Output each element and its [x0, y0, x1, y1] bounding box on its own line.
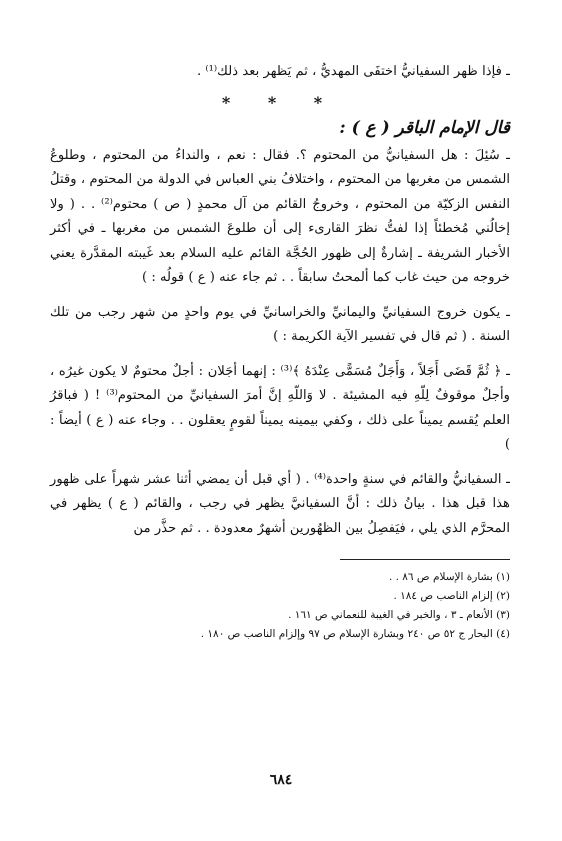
footnote-divider [340, 559, 510, 560]
footnote-4: (٤) البحار ج ٥٢ ص ٢٤٠ وبشارة الإسلام ص ٩٧ وإلزام الناصب ص ١٨٠ . [200, 628, 510, 640]
book-page [50, 60, 510, 820]
paragraph-3: ـ ﴿ ثُمَّ قَضَى أَجَلاً ، وَأَجَلٌ مُسَمًّى عِنْدَهُ ﴾⁽³⁾ : إنهما أجَلان : أجلٌ محتومٌ لا يكون غيرُه ، وأجلٌ موقوفٌ لِلّهِ فيه المشيئة . لا وَاللّهِ إنَّ أمرَ السفيانيِّ من المحتوم⁽³⁾ ! ( فباقرُ العلم يُقسم يميناً على ذلك ، وكفي بيمينه يميناً لقومٍ يعقلون . . وجاء عنه ( ع ) أيضاً : ) [50, 363, 510, 452]
section-heading: قال الإمام الباقر ( ع ) : [339, 117, 510, 138]
footnote-1: (١) بشارة الإسلام ص ٨٦ . . [388, 571, 510, 583]
section-separator: * * * [221, 92, 339, 112]
paragraph-4: ـ السفيانيُّ والقائم في سنةٍ واحدة⁽⁴⁾ . ( أي قبل أن يمضي أثنا عشر شهراً على ظهور هذا قبل هذا . بيانُ ذلك : أنَّ السفيانيَّ يظهر في رجب ، والقائم ( ع ) يظهر في المحرَّم الذي يلي ، فيَفصِلُ بين الظهُورين أشهرٌ معدودة . . ثم حذَّر من [50, 471, 510, 536]
footnote-3: (٣) الأنعام ـ ٣ ، والخبر في الغيبة للنعماني ص ١٦١ . [288, 609, 510, 621]
footnotes [50, 568, 510, 644]
opening-line: ـ فإذا ظهر السفيانيُّ اختفَى المهديُّ ، ثم يَظهر بعد ذلك⁽¹⁾ . [196, 64, 510, 79]
page-number: ٦٨٤ [269, 772, 293, 788]
paragraph-2: ـ يكون خروج السفيانيِّ واليمانيِّ والخراسانيِّ في يوم واحدٍ من شهر رجب من تلك السنة . ( ثم قال في تفسير الآية الكريمة : ) [50, 304, 510, 344]
paragraph-1: ـ سُئِلَ : هل السفيانيُّ من المحتوم ؟. فقال : نعم ، والنداءُ من المحتوم ، وطلوعُ الشمس من مغربها من المحتوم ، واختلافُ بني العباس في الدولة من المحتوم ، وقتلُ النفس الزكيّة من المحتوم ، وخروجُ القائم من آل محمدٍ ( ص ) محتوم⁽²⁾ . . ( ولا إخالُني مُخطئاً إذا لفتُّ نظرَ القارىء إلى أن طلوعَ الشمس من مغربها ـ في أكثر الأخبار الشريفة ـ إشارةٌ إلى ظهور الحُجَّة القائم عليه السلام بعد غَيبته المقدَّرة يعني خروجه من حيث غاب كما ألمحتُ سابقاً . . ثم جاء عنه ( ع ) قولُه : ) [50, 147, 510, 285]
footnote-2: (٢) إلزام الناصب ص ١٨٤ . [393, 590, 510, 602]
